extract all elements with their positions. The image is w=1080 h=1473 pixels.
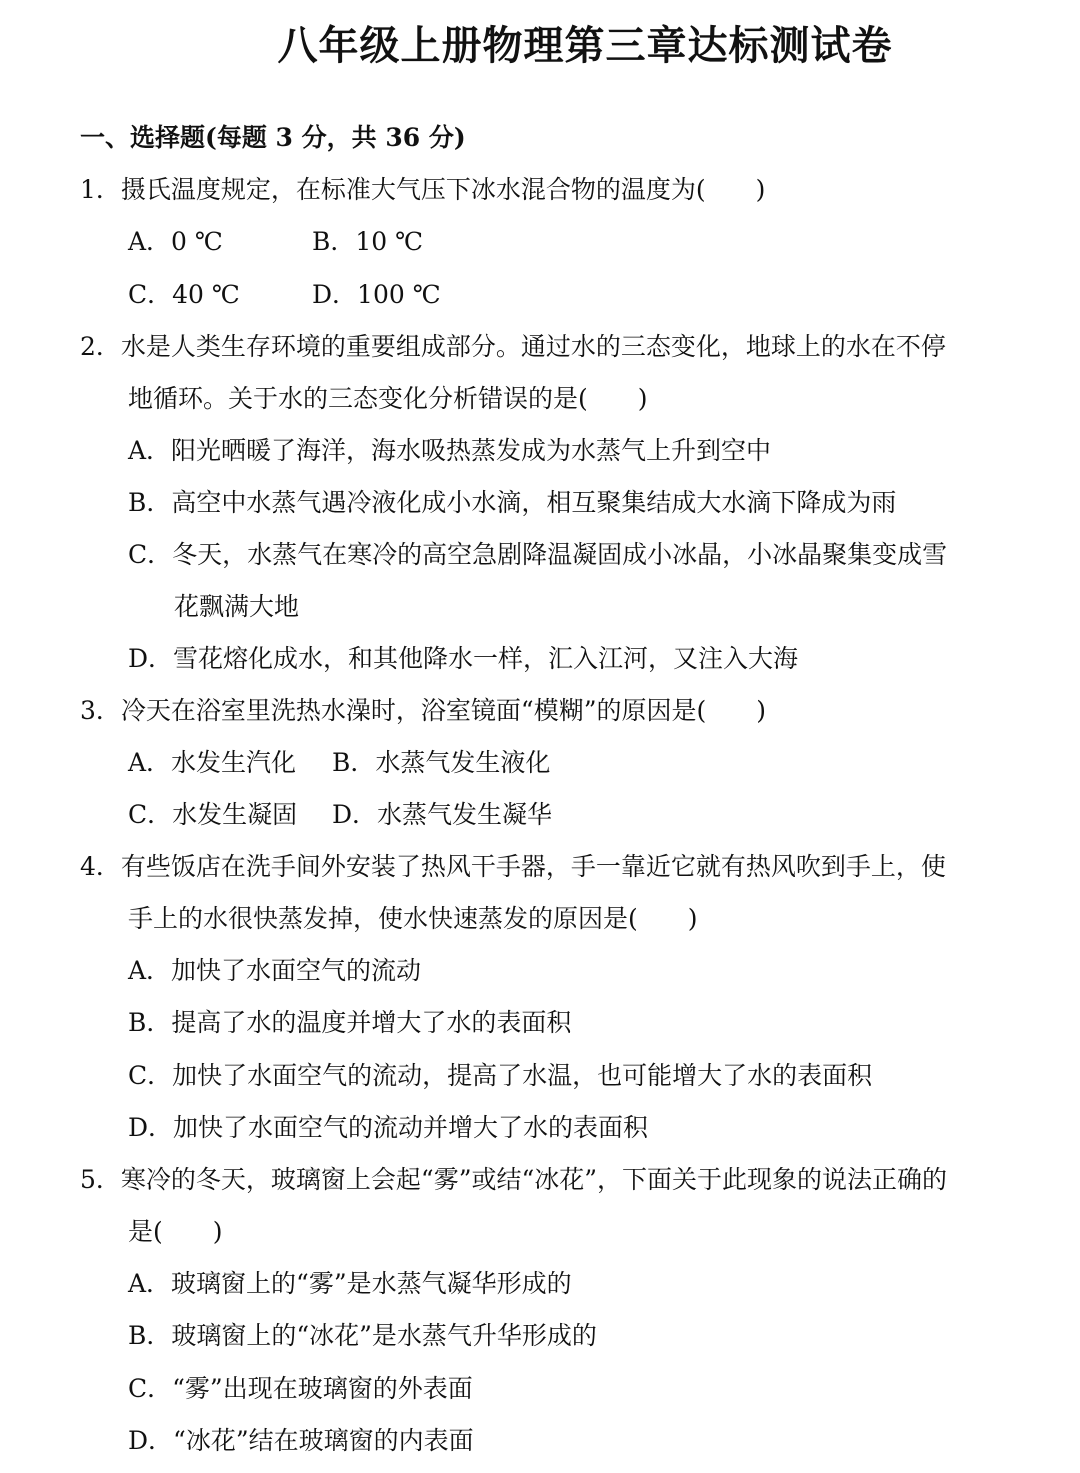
question-2-option-d: D．雪花熔化成水，和其他降水一样，汇入江河，又注入大海 — [128, 644, 799, 673]
question-2-option-a: A．阳光晒暖了海洋，海水吸热蒸发成为水蒸气上升到空中 — [128, 436, 772, 465]
question-2-option-c-line-2: 花飘满大地 — [174, 592, 300, 621]
section-heading: 一、选择题(每题 3 分，共 36 分) — [80, 123, 466, 152]
question-4-option-d: D．加快了水面空气的流动并增大了水的表面积 — [128, 1113, 649, 1142]
question-1-option-d: D．100 ℃ — [312, 280, 441, 309]
question-5-stem-line-2: 是( ) — [128, 1217, 223, 1246]
question-4-option-c: C．加快了水面空气的流动，提高了水温，也可能增大了水的表面积 — [128, 1061, 873, 1090]
question-2-option-b: B．高空中水蒸气遇冷液化成小水滴，相互聚集结成大水滴下降成为雨 — [128, 488, 897, 517]
question-1-option-c: C．40 ℃ — [128, 280, 240, 309]
question-5-option-b: B．玻璃窗上的“冰花”是水蒸气升华形成的 — [128, 1321, 597, 1350]
question-1-stem: 1．摄氏温度规定，在标准大气压下冰水混合物的温度为( ) — [80, 175, 766, 204]
question-4-stem-line-1: 4．有些饭店在洗手间外安装了热风干手器，手一靠近它就有热风吹到手上，使 — [80, 852, 946, 881]
question-3-option-b: B．水蒸气发生液化 — [332, 748, 551, 777]
question-1-option-a: A．0 ℃ — [128, 227, 223, 256]
question-5-option-c: C．“雾”出现在玻璃窗的外表面 — [128, 1374, 473, 1403]
question-4-option-b: B．提高了水的温度并增大了水的表面积 — [128, 1008, 572, 1037]
question-5-option-d: D．“冰花”结在玻璃窗的内表面 — [128, 1426, 474, 1455]
question-3-option-d: D．水蒸气发生凝华 — [332, 800, 553, 829]
question-4-option-a: A．加快了水面空气的流动 — [128, 956, 422, 985]
question-3-stem: 3．冷天在浴室里洗热水澡时，浴室镜面“模糊”的原因是( ) — [80, 696, 766, 725]
question-4-stem-line-2: 手上的水很快蒸发掉，使水快速蒸发的原因是( ) — [128, 904, 698, 933]
question-2-stem-line-2: 地循环。关于水的三态变化分析错误的是( ) — [128, 384, 648, 413]
question-2-option-c-line-1: C．冬天，水蒸气在寒冷的高空急剧降温凝固成小冰晶，小冰晶聚集变成雪 — [128, 540, 948, 569]
question-1-option-b: B．10 ℃ — [312, 227, 424, 256]
page-title: 八年级上册物理第三章达标测试卷 — [277, 22, 893, 69]
question-5-option-a: A．玻璃窗上的“雾”是水蒸气凝华形成的 — [128, 1269, 572, 1298]
question-5-stem-line-1: 5．寒冷的冬天，玻璃窗上会起“雾”或结“冰花”，下面关于此现象的说法正确的 — [80, 1165, 948, 1194]
question-3-option-a: A．水发生汽化 — [128, 748, 297, 777]
question-3-option-c: C．水发生凝固 — [128, 800, 298, 829]
question-2-stem-line-1: 2．水是人类生存环境的重要组成部分。通过水的三态变化，地球上的水在不停 — [80, 332, 946, 361]
